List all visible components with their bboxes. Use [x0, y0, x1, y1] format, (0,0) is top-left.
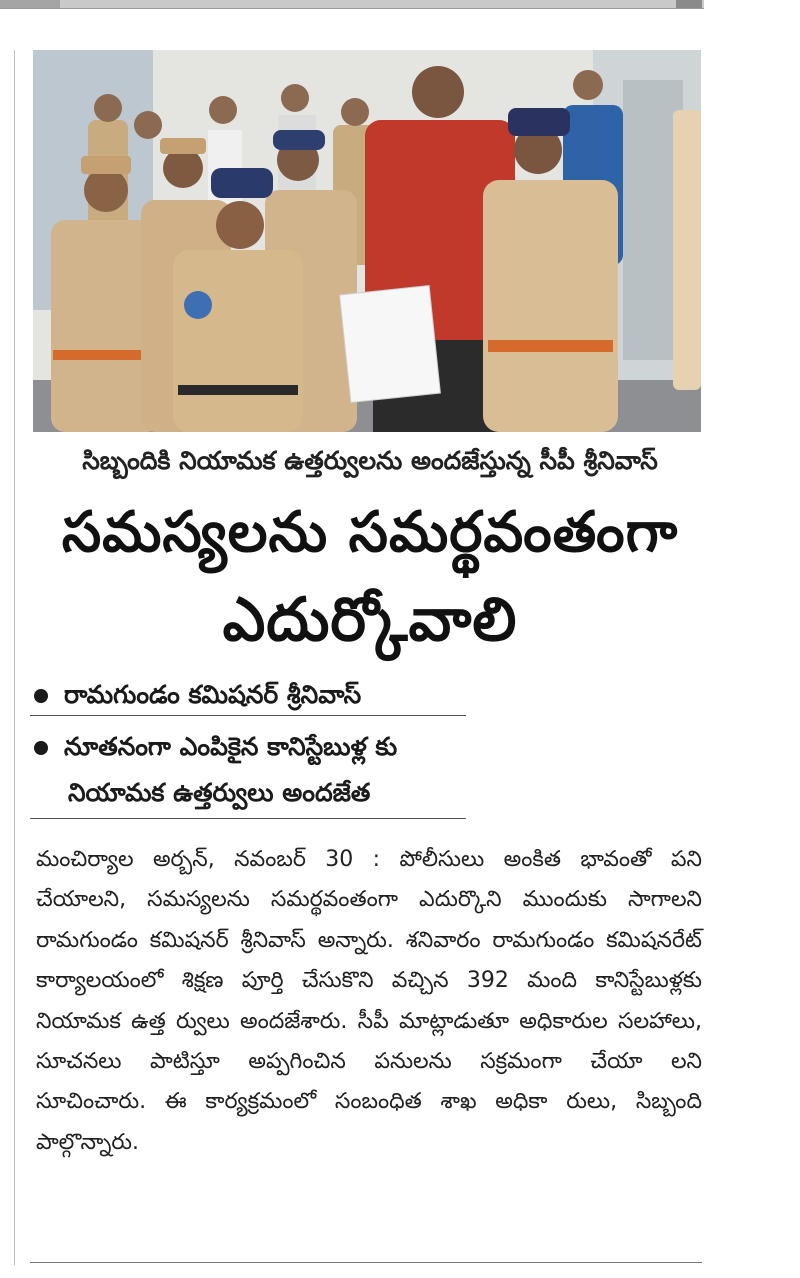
subhead-bullet-2 [34, 732, 397, 768]
article-body: మంచిర్యాల అర్బన్, నవంబర్ 30 : పోలీసులు అంకిత భావంతో పని చేయాలని, సమస్యలను సమర్థవంతంగా ఎదుర్కొని ముందుకు సాగాలని రామగుండం కమిషనర్ శ్రీనివాస్ అన్నారు. శనివారం రామగుండం కమిషనరేట్ కార్యాలయంలో శిక్షణ పూర్తి చేసుకొని వచ్చిన 392 మంది కానిస్టేబుళ్లకు నియామక ఉత్త ర్వులు అందజేశారు. సీపీ మాట్లాడుతూ అధికారుల సలహాలు, సూచనలు పాటిస్తూ అప్పగించిన పనులను సక్రమంగా చేయా లని సూచించారు. ఈ కార్యక్రమంలో సంబంధిత శాఖ అధికా రులు, సిబ్బంది పాల్గొన్నారు. [36, 847, 702, 1155]
column-divider [14, 50, 15, 1265]
subhead-bullet-1 [34, 680, 361, 716]
news-photo-illustration [33, 50, 701, 432]
bottom-divider [30, 1262, 702, 1263]
news-photo [33, 50, 701, 432]
subhead-bullet-1-text: రామగుండం కమిషనర్ శ్రీనివాస్ [64, 680, 362, 709]
subhead-bullet-2-text: నూతనంగా ఎంపికైన కానిస్టేబుళ్ల కు [64, 732, 398, 761]
headline-line-1: సమస్యలను సమర్థవంతంగా [61, 500, 679, 565]
headline-line-2: ఎదుర్కోవాలి [222, 585, 518, 655]
scrollbar-thumb[interactable] [676, 0, 702, 8]
subhead-bullet-2-continuation: నియామక ఉత్తర్వులు అందజేత [68, 778, 371, 807]
divider [30, 715, 466, 716]
photo-caption: సిబ్బందికి నియామక ఉత్తర్వులను అందజేస్తున్న సీపీ శ్రీనివాస్ [82, 446, 658, 475]
bullet-dot-icon [34, 689, 48, 703]
bullet-dot-icon [34, 741, 48, 755]
top-scrollbar[interactable] [0, 0, 704, 9]
scrollbar-left-segment [0, 0, 60, 8]
divider [30, 818, 466, 819]
